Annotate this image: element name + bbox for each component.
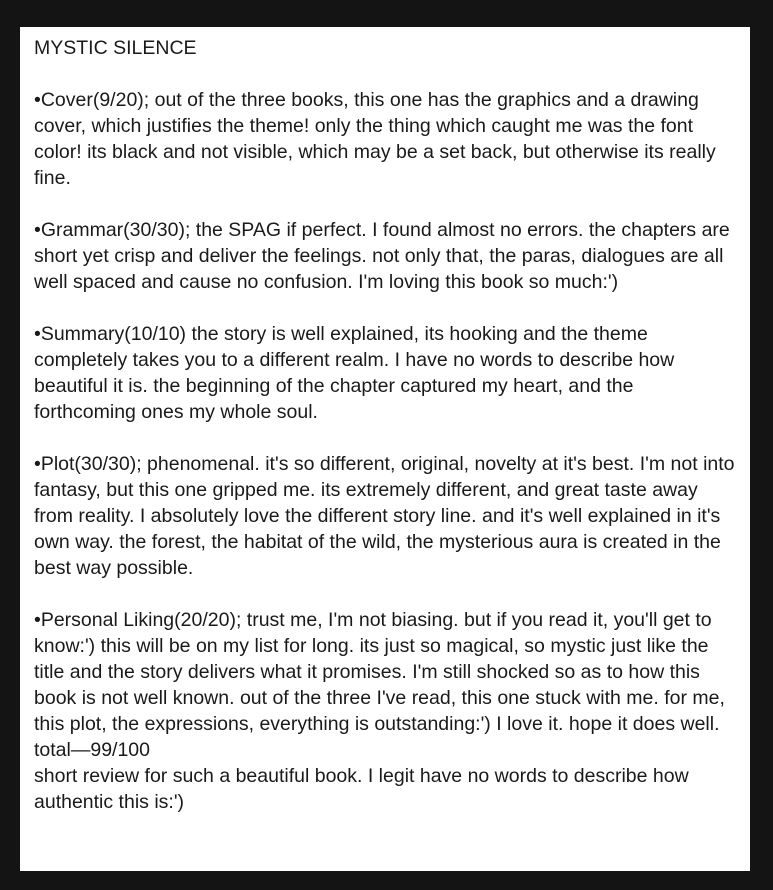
- review-paragraph-plot: •Plot(30/30); phenomenal. it's so different, original, novelty at it's best. I'm not into fantasy, but this one gripped me. its extremely different, and great taste away from reality. I absolutely love the different story line. and it's well explained in it's own way. the forest, the habitat of the wild, the mysterious aura is created in the best way possible.: [34, 453, 735, 579]
- review-closing-note: short review for such a beautiful book. I legit have no words to describe how authentic this is:'): [34, 765, 689, 813]
- review-paragraph-summary: •Summary(10/10) the story is well explained, its hooking and the theme completely takes you to a different realm. I have no words to describe how beautiful it is. the beginning of the chapter captured my heart, and the forthcoming ones my whole soul.: [34, 323, 675, 423]
- review-total-score: total—99/100: [34, 739, 151, 761]
- review-paragraph-personal-liking: •Personal Liking(20/20); trust me, I'm not biasing. but if you read it, you'll get to know:') this will be on my list for long. its just so magical, so mystic just like the title and the story delivers what it promises. I'm still shocked so as to how this book is not well known. out of the three I've read, this one stuck with me. for me, this plot, the expressions, everything is outstanding:') I love it. hope it does well.: [34, 609, 725, 735]
- review-paragraph-grammar: •Grammar(30/30); the SPAG if perfect. I found almost no errors. the chapters are short yet crisp and deliver the feelings. not only that, the paras, dialogues are all well spaced and cause no confusion. I'm loving this book so much:'): [34, 219, 730, 293]
- review-paragraph-cover: •Cover(9/20); out of the three books, this one has the graphics and a drawing cover, which justifies the theme! only the thing which caught me was the font color! its black and not visible, which may be a set back, but otherwise its really fine.: [34, 89, 716, 189]
- document-title: MYSTIC SILENCE: [34, 37, 197, 59]
- review-final-block: [34, 607, 740, 815]
- review-document: [20, 27, 750, 871]
